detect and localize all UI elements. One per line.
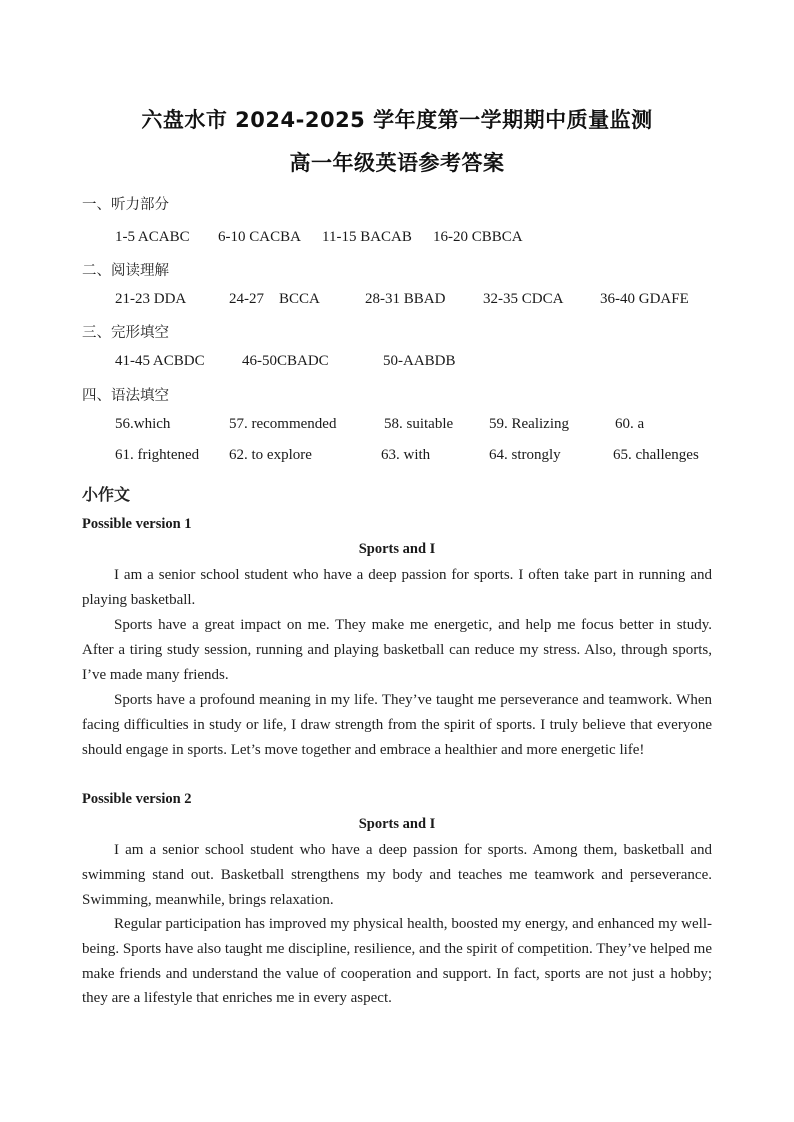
grammar-answer: 62. to explore	[229, 447, 312, 463]
writing-heading: 小作文	[82, 485, 131, 504]
grammar-heading: 四、语法填空	[82, 388, 169, 404]
essay-paragraph: Sports have a profound meaning in my life. They’ve taught me perseverance and teamwork. When facing difficulties in study or life, I draw strength from the spirit of sports. I truly believe that everyone should engage in sports. Let’s move together and embrace a healthier and more energetic life!	[82, 692, 712, 758]
version-label: Possible version 2	[82, 791, 192, 807]
grammar-answer: 65. challenges	[613, 447, 699, 463]
grammar-answer: 57. recommended	[229, 416, 337, 432]
answer-group: 21-23 DDA	[115, 291, 187, 307]
answer-group: 36-40 GDAFE	[600, 291, 689, 307]
version-label: Possible version 1	[82, 516, 192, 532]
grammar-answer: 63. with	[381, 447, 431, 463]
answer-group: 1-5 ACABC	[115, 229, 190, 245]
grammar-answer: 61. frightened	[115, 447, 200, 463]
answer-group: 28-31 BBAD	[365, 291, 446, 307]
essay-paragraph: Regular participation has improved my physical health, boosted my energy, and enhanced my well-being. Sports have also taught me discipline, resilience, and the spirit of competition. They’ve helped me make friends and understand the value of cooperation and support. In fact, sports are not just a hobby; they are a lifestyle that enriches me in every aspect.	[82, 916, 712, 1007]
grammar-answer: 59. Realizing	[489, 416, 569, 432]
reading-heading: 二、阅读理解	[82, 263, 169, 279]
essay-paragraph: I am a senior school student who have a deep passion for sports. I often take part in running and playing basketball.	[82, 567, 712, 608]
answer-group: 11-15 BACAB	[322, 229, 412, 245]
essay-paragraph: Sports have a great impact on me. They make me energetic, and help me focus better in study. After a tiring study session, running and playing basketball can reduce my stress. Also, through sports, I’ve made many friends.	[82, 617, 712, 683]
answer-group: 6-10 CACBA	[218, 229, 301, 245]
answer-group: 50-AABDB	[383, 353, 456, 369]
document-title: 六盘水市 2024-2025 学年度第一学期期中质量监测	[141, 108, 653, 132]
essay-paragraph: I am a senior school student who have a deep passion for sports. Among them, basketball and swimming stand out. Basketball strengthens my body and teaches me teamwork and perseverance. Swimming, meanwhile, brings relaxation.	[82, 842, 712, 908]
cloze-heading: 三、完形填空	[82, 325, 169, 341]
answer-group: 32-35 CDCA	[483, 291, 564, 307]
essay-title: Sports and I	[358, 816, 436, 832]
grammar-answer: 64. strongly	[489, 447, 561, 463]
essay-title: Sports and I	[358, 541, 436, 557]
answer-group: 46-50CBADC	[242, 353, 329, 369]
answer-group: 41-45 ACBDC	[115, 353, 205, 369]
listening-heading: 一、听力部分	[82, 197, 169, 213]
answer-group: 16-20 CBBCA	[433, 229, 523, 245]
answer-group: 24-27 BCCA	[229, 291, 320, 307]
grammar-answer: 58. suitable	[384, 416, 454, 432]
grammar-answer: 56.which	[115, 416, 171, 432]
grammar-answer: 60. a	[615, 416, 645, 432]
document-subtitle: 高一年级英语参考答案	[289, 151, 505, 175]
